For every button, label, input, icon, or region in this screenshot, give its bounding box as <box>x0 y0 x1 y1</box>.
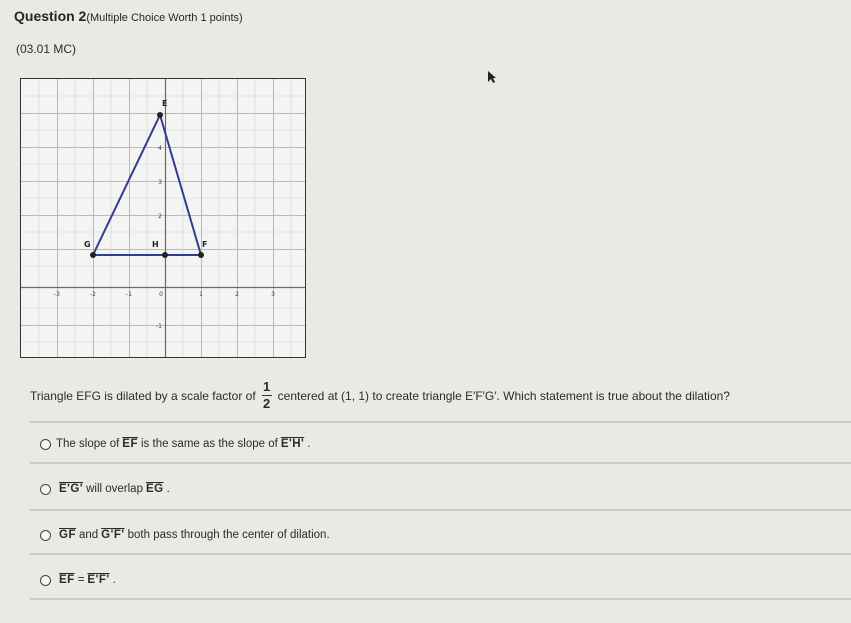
tick-x-2: 2 <box>235 291 239 298</box>
tick-x-neg3: -3 <box>54 291 60 298</box>
option-text: both pass through the center of dilation. <box>127 529 330 541</box>
tick-x-3: 3 <box>271 291 275 298</box>
segment-label: G'F' <box>101 529 125 541</box>
fraction-denominator: 2 <box>263 396 271 411</box>
divider <box>30 462 851 464</box>
option-text: will overlap <box>86 483 143 495</box>
divider <box>30 553 851 555</box>
segment-label: E'H' <box>280 438 305 450</box>
tick-x-neg2: -2 <box>90 291 96 298</box>
radio-button-icon[interactable] <box>40 439 51 450</box>
question-code: (03.01 MC) <box>16 42 77 56</box>
segment-label: $\overline{EF}$ <box>59 574 75 586</box>
point-f <box>198 252 204 258</box>
option-text: The slope of <box>56 438 120 450</box>
label-f: F <box>202 240 208 249</box>
option-text: . <box>307 438 311 450</box>
option-text: and <box>78 529 99 541</box>
tick-y-neg1: -1 <box>156 323 162 330</box>
segment-label: $\overline{GF}$ <box>59 529 76 541</box>
option-text: is the same as the slope of <box>141 438 278 450</box>
fraction-numerator: 1 <box>263 379 271 394</box>
label-h: H <box>152 240 159 249</box>
prompt-text-after: centered at (1, 1) to create triangle E′F′G′. Which statement is true about the dilation? <box>277 388 730 403</box>
answer-option-1[interactable] <box>40 438 310 450</box>
radio-button-icon[interactable] <box>40 484 51 495</box>
point-h <box>162 252 168 258</box>
scale-factor-fraction <box>262 380 272 411</box>
tick-x-1: 1 <box>199 291 203 298</box>
point-g <box>90 252 96 258</box>
divider <box>30 598 851 600</box>
tick-origin: 0 <box>159 291 163 298</box>
answer-option-2[interactable] <box>40 483 170 495</box>
question-prompt <box>30 380 730 411</box>
segment-label: $\overline{EG}$ <box>145 483 164 495</box>
divider <box>30 509 851 511</box>
segment-ef <box>160 115 201 255</box>
segment-label: $\overline{EF}$ <box>122 438 138 450</box>
answer-option-4[interactable] <box>40 574 116 586</box>
segment-label: E'G' <box>59 483 84 495</box>
question-worth: (Multiple Choice Worth 1 points) <box>86 12 243 24</box>
divider <box>30 421 851 423</box>
option-text: = <box>77 574 85 586</box>
radio-button-icon[interactable] <box>40 575 51 586</box>
answer-option-3[interactable] <box>40 529 330 541</box>
graph-svg <box>21 79 305 357</box>
prompt-text-before: Triangle EFG is dilated by a scale factor of <box>30 388 256 403</box>
mouse-cursor-icon <box>487 70 497 84</box>
point-e <box>157 112 163 118</box>
segment-ge <box>93 115 160 255</box>
tick-y-3: 3 <box>158 179 162 186</box>
tick-x-neg1: -1 <box>126 291 132 298</box>
question-header <box>14 8 243 26</box>
option-text: . <box>166 483 170 495</box>
label-e: E <box>162 99 168 108</box>
option-text: . <box>112 574 116 586</box>
coordinate-graph <box>20 78 306 358</box>
tick-y-4: 4 <box>158 145 162 152</box>
tick-y-2: 2 <box>158 213 162 220</box>
segment-label: E'F' <box>87 574 110 586</box>
radio-button-icon[interactable] <box>40 530 51 541</box>
label-g: G <box>84 240 91 249</box>
question-title: Question 2(Multiple Choice Worth 1 points) <box>14 8 243 24</box>
